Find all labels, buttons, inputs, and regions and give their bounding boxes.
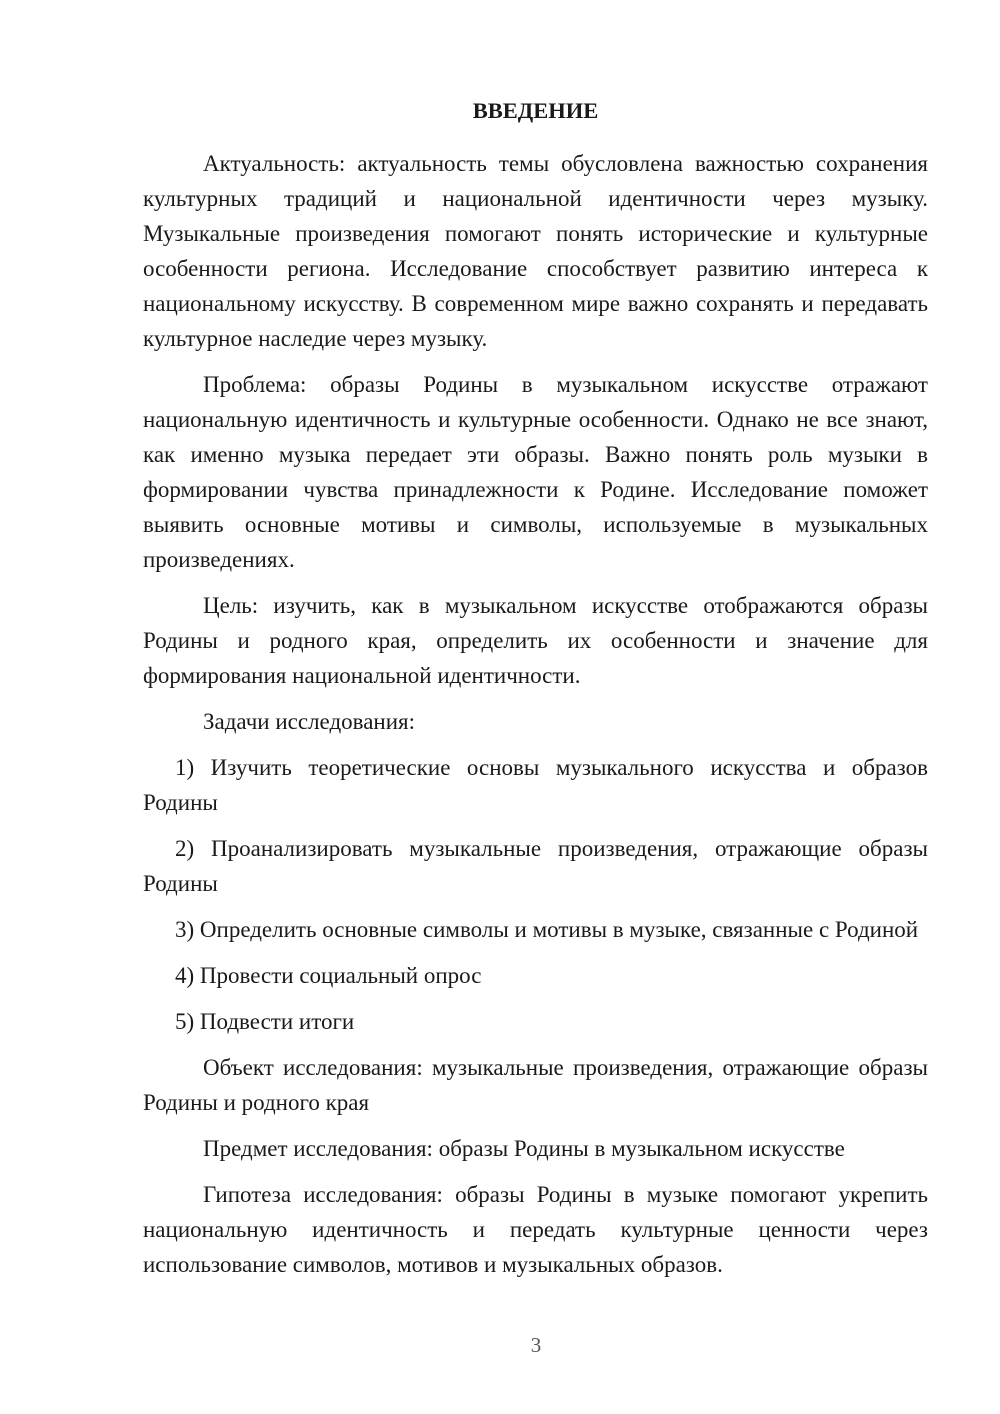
goal-paragraph: Цель: изучить, как в музыкальном искусстве отображаются образы Родины и родного края, определить их особенности и значение для формирования национальной идентичности. xyxy=(143,593,928,688)
task-item-1: 1) Изучить теоретические основы музыкального искусства и образов Родины xyxy=(143,755,928,815)
subject-paragraph: Предмет исследования: образы Родины в музыкальном искусстве xyxy=(203,1136,845,1161)
task-item-2: 2) Проанализировать музыкальные произведения, отражающие образы Родины xyxy=(143,836,928,896)
section-heading: ВВЕДЕНИЕ xyxy=(472,98,599,123)
relevance-paragraph: Актуальность: актуальность темы обусловлена важностью сохранения культурных традиций и национальной идентичности через музыку. Музыкальные произведения помогают понять исторические и культурные особенности региона. Исследование способствует развитию интереса к национальному искусству. В современном мире важно сохранять и передавать культурное наследие через музыку. xyxy=(143,151,928,351)
task-item-3: 3) Определить основные символы и мотивы в музыке, связанные с Родиной xyxy=(175,917,919,942)
task-item-4: 4) Провести социальный опрос xyxy=(175,963,482,988)
hypothesis-paragraph: Гипотеза исследования: образы Родины в музыке помогают укрепить национальную идентичность и передать культурные ценности через использование символов, мотивов и музыкальных образов. xyxy=(143,1182,928,1277)
tasks-title: Задачи исследования: xyxy=(203,709,416,734)
page-number: 3 xyxy=(530,1333,542,1357)
problem-paragraph: Проблема: образы Родины в музыкальном искусстве отражают национальную идентичность и культурные особенности. Однако не все знают, как именно музыка передает эти образы. Важно понять роль музыки в формировании чувства принадлежности к Родине. Исследование поможет выявить основные мотивы и символы, используемые в музыкальных произведениях. xyxy=(143,372,928,572)
task-item-5: 5) Подвести итоги xyxy=(175,1009,355,1034)
object-paragraph: Объект исследования: музыкальные произведения, отражающие образы Родины и родного края xyxy=(143,1055,928,1115)
document-page xyxy=(143,96,928,1293)
